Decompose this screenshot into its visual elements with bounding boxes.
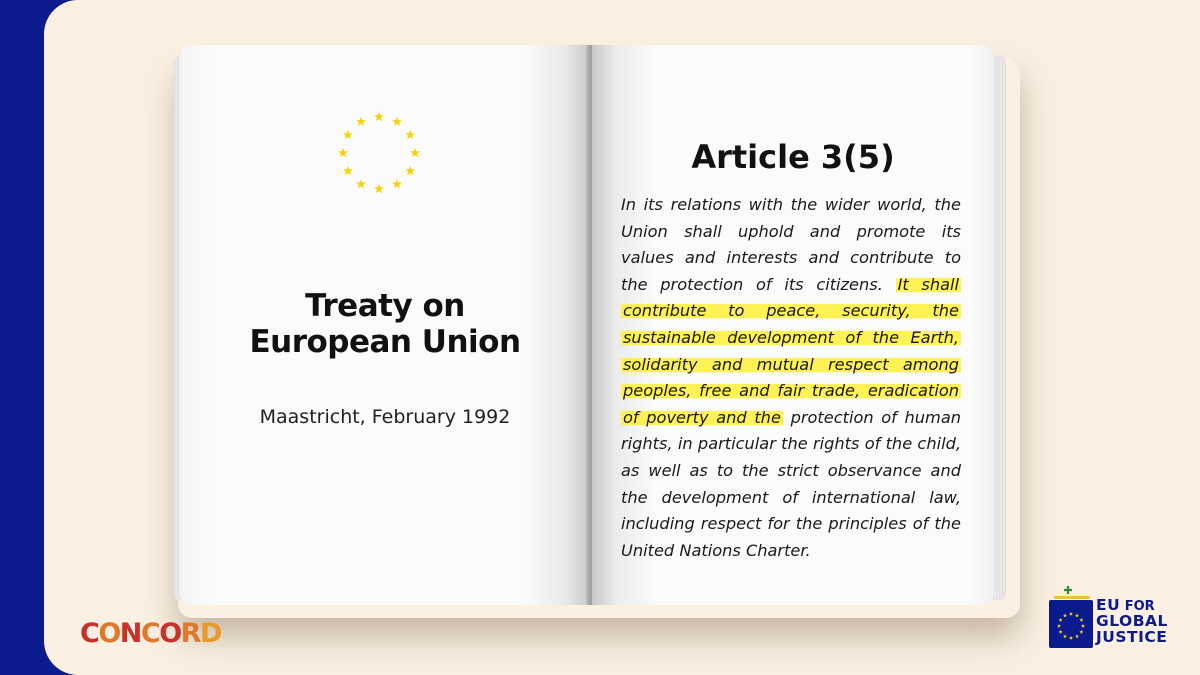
treaty-title xyxy=(180,288,590,360)
eu-star-icon xyxy=(356,117,366,126)
egj-for: FOR xyxy=(1124,599,1155,614)
egj-global: GLOBAL xyxy=(1096,612,1168,630)
concord-letter: R xyxy=(180,618,200,649)
concord-letter: N xyxy=(119,618,141,649)
eu-star-icon xyxy=(338,148,348,157)
concord-logo xyxy=(80,618,221,649)
right-page xyxy=(592,45,994,605)
eu-star-icon xyxy=(392,117,402,126)
eu-star-icon xyxy=(343,130,353,139)
egj-justice: JUSTICE xyxy=(1096,628,1168,646)
egj-eu: EU xyxy=(1096,596,1121,614)
eu-star-icon xyxy=(410,148,420,157)
treaty-title-line2: European Union xyxy=(249,324,521,360)
concord-letter: C xyxy=(140,618,160,649)
eu-star-icon xyxy=(374,184,384,193)
eu-star-icon xyxy=(392,179,402,188)
article-highlight: It shall contribute to peace, security, the sustainable development of the Earth, solidarity and mutual respect among peoples, free and fair trade, eradication of poverty and the xyxy=(623,274,959,427)
concord-letter: C xyxy=(80,618,99,649)
eu-star-icon xyxy=(374,112,384,121)
treaty-title-line1: Treaty on xyxy=(305,288,465,324)
article-body xyxy=(621,192,961,564)
eu-star-icon xyxy=(405,166,415,175)
left-page xyxy=(180,45,590,605)
eu-star-icon xyxy=(343,166,353,175)
eu-star-icon xyxy=(405,130,415,139)
article-text-after: protection of human rights, in particular the rights of the child, as well as to the strict observance and the development of international law, including respect for the principles of the United Nations Charter. xyxy=(621,407,961,560)
eu-stars-icon xyxy=(180,45,590,265)
eu-star-icon xyxy=(356,179,366,188)
concord-letter: O xyxy=(159,618,181,649)
concord-letter: D xyxy=(199,618,221,649)
treaty-subtitle: Maastricht, February 1992 xyxy=(259,406,511,428)
article-text-before: In its relations with the wider world, the Union shall uphold and promote its values and interests and contribute to the protection of its citizens. xyxy=(621,195,961,294)
concord-letter: O xyxy=(98,618,120,649)
article-heading: Article 3(5) xyxy=(691,138,895,176)
eu-for-global-justice-logo xyxy=(1096,598,1168,646)
